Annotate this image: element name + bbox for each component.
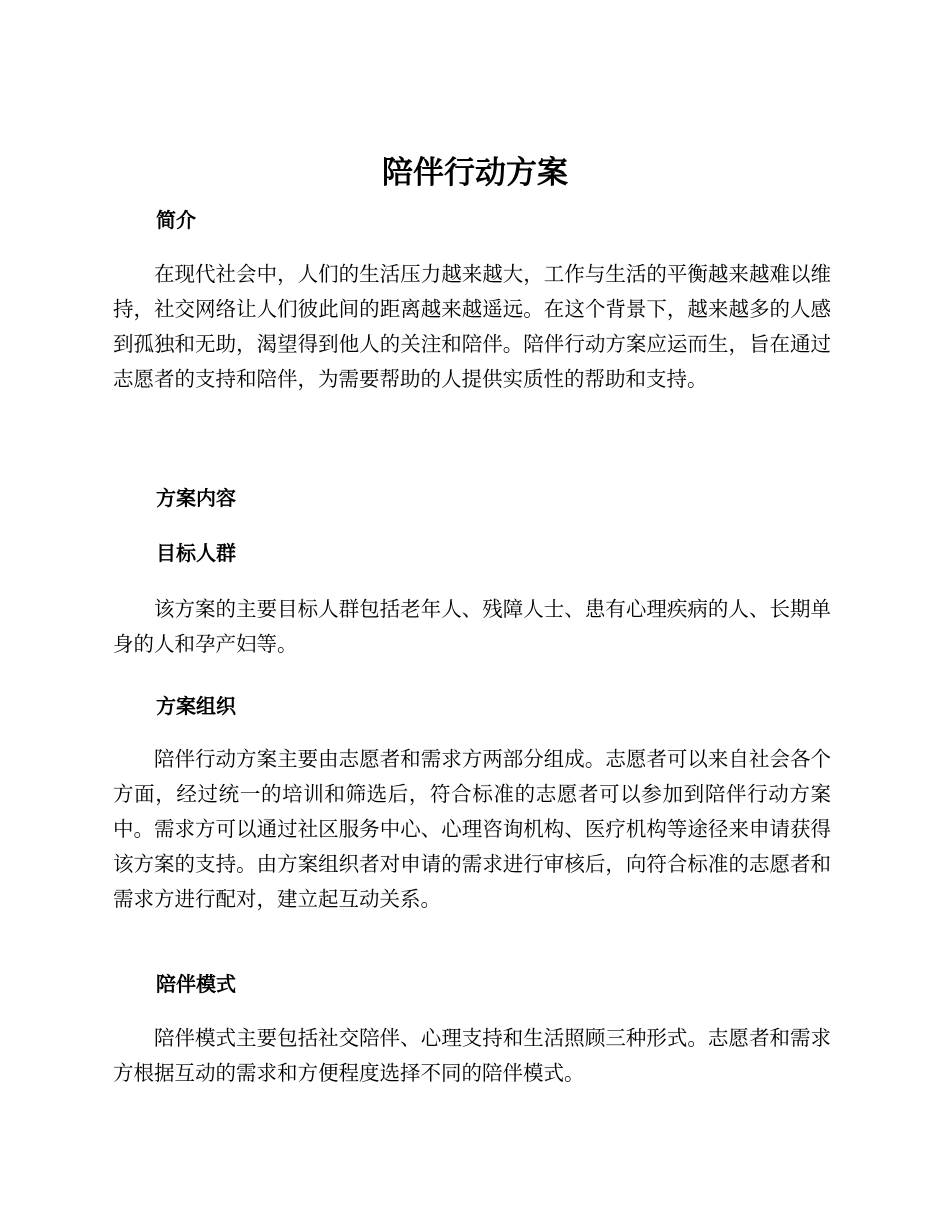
document-title: 陪伴行动方案	[382, 155, 568, 191]
paragraph-organization: 陪伴行动方案主要由志愿者和需求方两部分组成。志愿者可以来自社会各个方面，经过统一的培训和筛选后，符合标准的志愿者可以参加到陪伴行动方案中。需求方可以通过社区服务中心、心理咨询机构、医疗机构等途径来申请获得该方案的支持。由方案组织者对申请的需求进行审核后，向符合标准的志愿者和需求方进行配对，建立起互动关系。	[113, 747, 831, 911]
paragraph-mode: 陪伴模式主要包括社交陪伴、心理支持和生活照顾三种形式。志愿者和需求方根据互动的需求和方便程度选择不同的陪伴模式。	[113, 1026, 831, 1085]
section-heading-mode: 陪伴模式	[156, 972, 236, 996]
section-heading-intro: 简介	[156, 208, 196, 232]
section-heading-organization: 方案组织	[156, 694, 236, 718]
paragraph-target: 该方案的主要目标人群包括老年人、残障人士、患有心理疾病的人、长期单身的人和孕产妇等。	[113, 597, 831, 656]
paragraph-intro: 在现代社会中，人们的生活压力越来越大，工作与生活的平衡越来越难以维持，社交网络让人们彼此间的距离越来越遥远。在这个背景下，越来越多的人感到孤独和无助，渴望得到他人的关注和陪伴。陪伴行动方案应运而生，旨在通过志愿者的支持和陪伴，为需要帮助的人提供实质性的帮助和支持。	[113, 262, 831, 391]
section-heading-content: 方案内容	[156, 486, 236, 510]
section-heading-target: 目标人群	[156, 541, 236, 565]
